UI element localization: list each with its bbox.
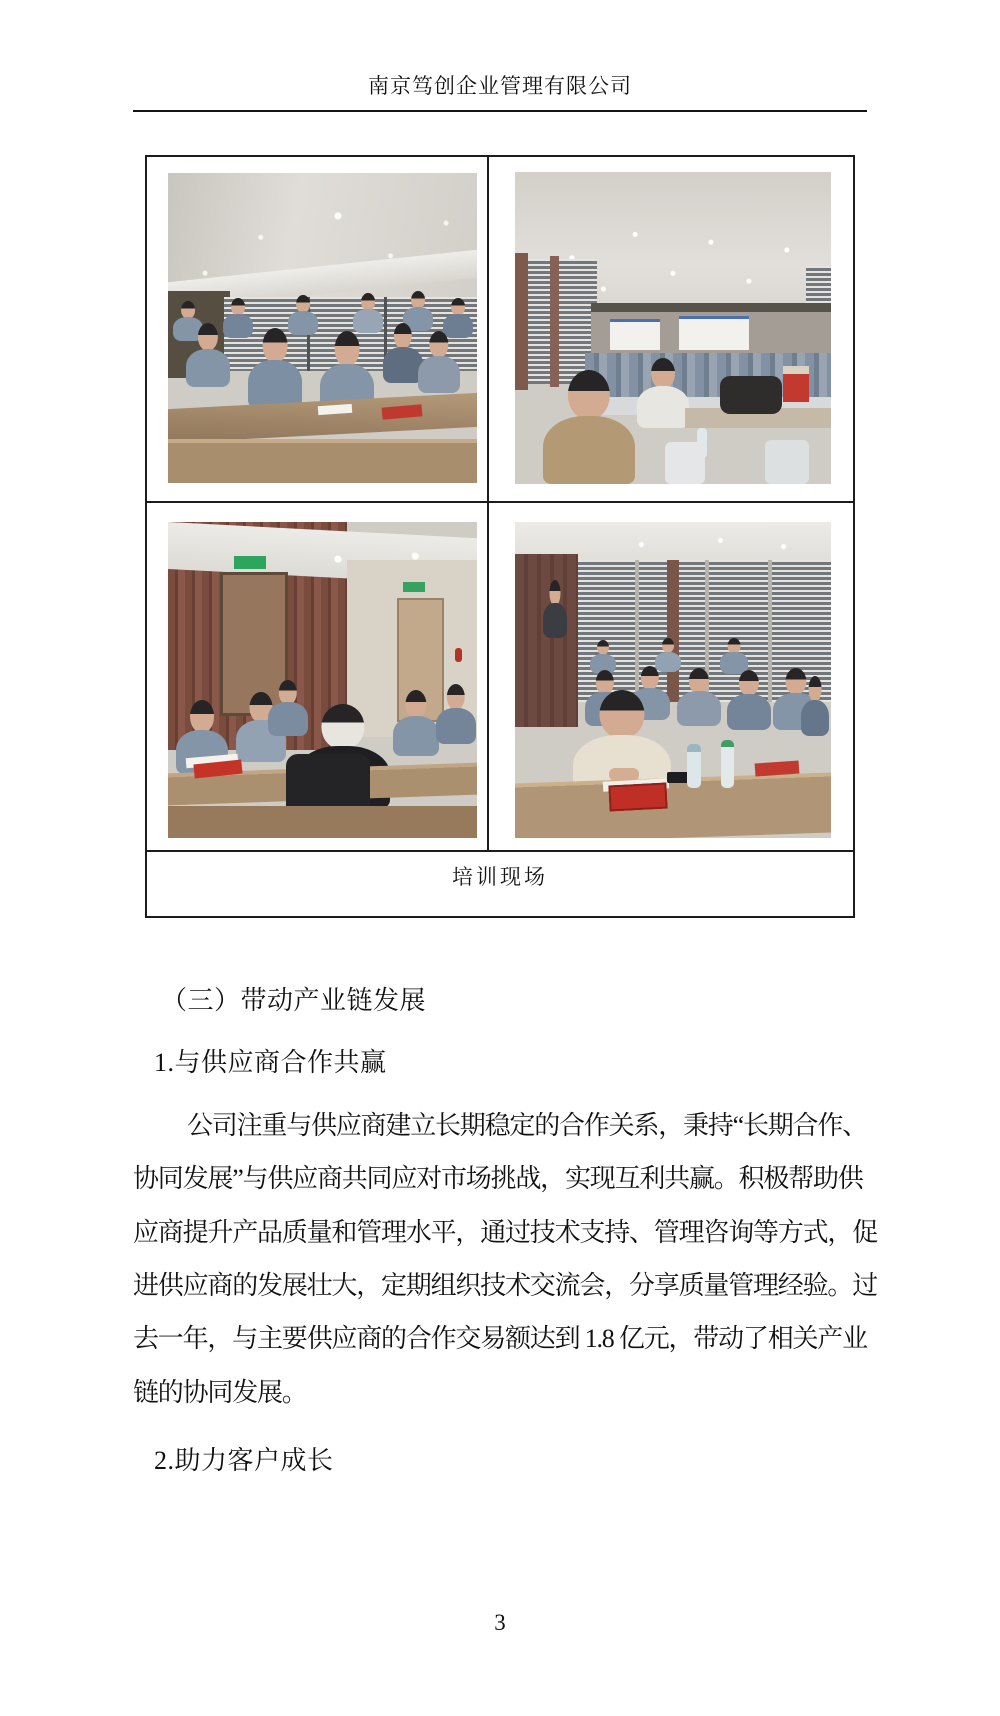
figure-table bbox=[145, 155, 855, 918]
person-figure bbox=[436, 684, 476, 744]
page-number: 3 bbox=[494, 1610, 506, 1635]
folding-chair bbox=[665, 442, 705, 484]
water-bottle bbox=[721, 740, 734, 788]
person-figure bbox=[186, 323, 230, 387]
stage-truss bbox=[591, 303, 831, 312]
desk-row bbox=[168, 393, 477, 443]
person-figure bbox=[353, 293, 383, 333]
photo-training-room-wood-wall bbox=[168, 522, 477, 838]
person-figure bbox=[727, 670, 771, 730]
person-figure bbox=[393, 690, 439, 756]
person-figure-tan-shirt bbox=[543, 370, 635, 484]
projection-screen bbox=[679, 316, 749, 350]
projection-screen bbox=[610, 319, 661, 350]
body-line: 协同发展”与供应商共同应对市场挑战，实现互利共赢。积极帮助供 bbox=[133, 1164, 863, 1193]
wall-column bbox=[515, 253, 528, 390]
body-line: 公司注重与供应商建立长期稳定的合作关系，秉持“长期合作、 bbox=[187, 1111, 867, 1140]
person-figure-standing bbox=[543, 580, 567, 638]
red-gift-bag bbox=[783, 366, 809, 402]
figure-caption: 培训现场 bbox=[452, 865, 548, 889]
table-divider-horizontal-1 bbox=[147, 501, 853, 503]
black-backpack bbox=[720, 376, 782, 414]
person-figure bbox=[383, 323, 423, 383]
body-line: 链的协同发展。 bbox=[133, 1378, 307, 1407]
body-line: 进供应商的发展壮大，定期组织技术交流会，分享质量管理经验。过 bbox=[133, 1271, 878, 1300]
subsection-2-heading: 2.助力客户成长 bbox=[154, 1446, 334, 1475]
person-figure bbox=[590, 640, 616, 674]
exit-sign bbox=[403, 582, 425, 592]
red-notebook bbox=[608, 783, 667, 812]
person-figure bbox=[677, 668, 721, 726]
photo-training-room-attendees bbox=[515, 522, 831, 838]
table-divider-vertical bbox=[487, 157, 489, 850]
person-figure bbox=[637, 358, 689, 428]
fire-extinguisher bbox=[455, 648, 462, 662]
header-rule bbox=[133, 110, 867, 112]
folding-chair bbox=[765, 440, 809, 484]
body-line: 去一年，与主要供应商的合作交易额达到 1.8 亿元，带动了相关产业 bbox=[133, 1324, 867, 1353]
front-desk bbox=[168, 806, 477, 838]
subsection-1-heading: 1.与供应商合作共赢 bbox=[154, 1048, 387, 1077]
body-line: 应商提升产品质量和管理水平，通过技术支持、管理咨询等方式，促 bbox=[133, 1218, 878, 1247]
page-header-title: 南京笃创企业管理有限公司 bbox=[368, 74, 632, 98]
exit-sign bbox=[234, 556, 266, 569]
phone bbox=[667, 772, 689, 783]
person-figure bbox=[720, 638, 748, 674]
photo-training-hall bbox=[515, 172, 831, 484]
person-figure bbox=[418, 331, 460, 393]
wall-column bbox=[550, 256, 559, 387]
front-desk bbox=[168, 439, 477, 483]
photo-training-classroom-1 bbox=[168, 173, 477, 483]
water-bottle bbox=[687, 744, 701, 788]
person-figure bbox=[248, 328, 302, 408]
section-heading: （三）带动产业链发展 bbox=[161, 986, 427, 1015]
person-figure bbox=[801, 676, 829, 736]
